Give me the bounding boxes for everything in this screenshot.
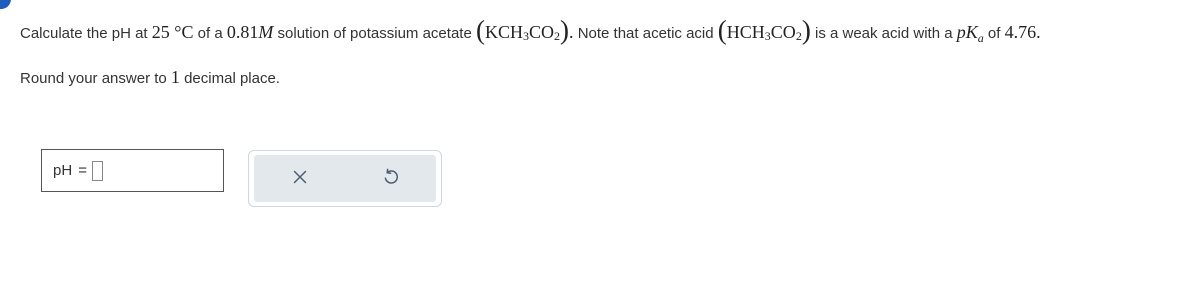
clear-answer-button[interactable] — [280, 159, 320, 199]
question-text — [20, 14, 1041, 49]
answer-label: pH — [53, 162, 73, 179]
expand-toggle-icon[interactable] — [0, 0, 11, 9]
concentration-unit: M — [258, 22, 274, 42]
solution-text: solution of potassium acetate — [277, 25, 472, 42]
ph-answer-input[interactable] — [92, 161, 103, 181]
pka-value: 4.76. — [1004, 22, 1041, 42]
rounding-places: 1 — [170, 67, 180, 87]
salt-formula: $(KCH_3CO_2)$. — [475, 15, 574, 45]
concentration-value: 0.81 — [226, 22, 259, 42]
question-prefix: Calculate the pH at — [20, 25, 148, 42]
answer-tools-bar — [254, 155, 436, 202]
rounding-prefix: Round your answer to — [20, 70, 167, 87]
acid-formula: $(HCH_3CO_2)$ — [717, 15, 811, 45]
x-icon — [293, 170, 307, 187]
rounding-suffix: decimal place. — [184, 70, 280, 87]
of-text: of — [987, 25, 1001, 42]
concentration — [227, 22, 274, 42]
temperature: 25 °C — [151, 22, 194, 42]
weak-acid-text: is a weak acid with a — [814, 25, 953, 42]
of-a-text: of a — [197, 25, 223, 42]
equals-sign: = — [78, 162, 87, 179]
pka-symbol: $pK_a$ — [956, 22, 984, 45]
undo-button[interactable] — [371, 159, 411, 199]
rounding-instruction — [20, 62, 280, 94]
note-text: Note that acetic acid — [577, 25, 714, 42]
answer-tools-panel — [248, 150, 442, 207]
answer-box — [41, 149, 224, 192]
undo-icon — [382, 168, 400, 189]
